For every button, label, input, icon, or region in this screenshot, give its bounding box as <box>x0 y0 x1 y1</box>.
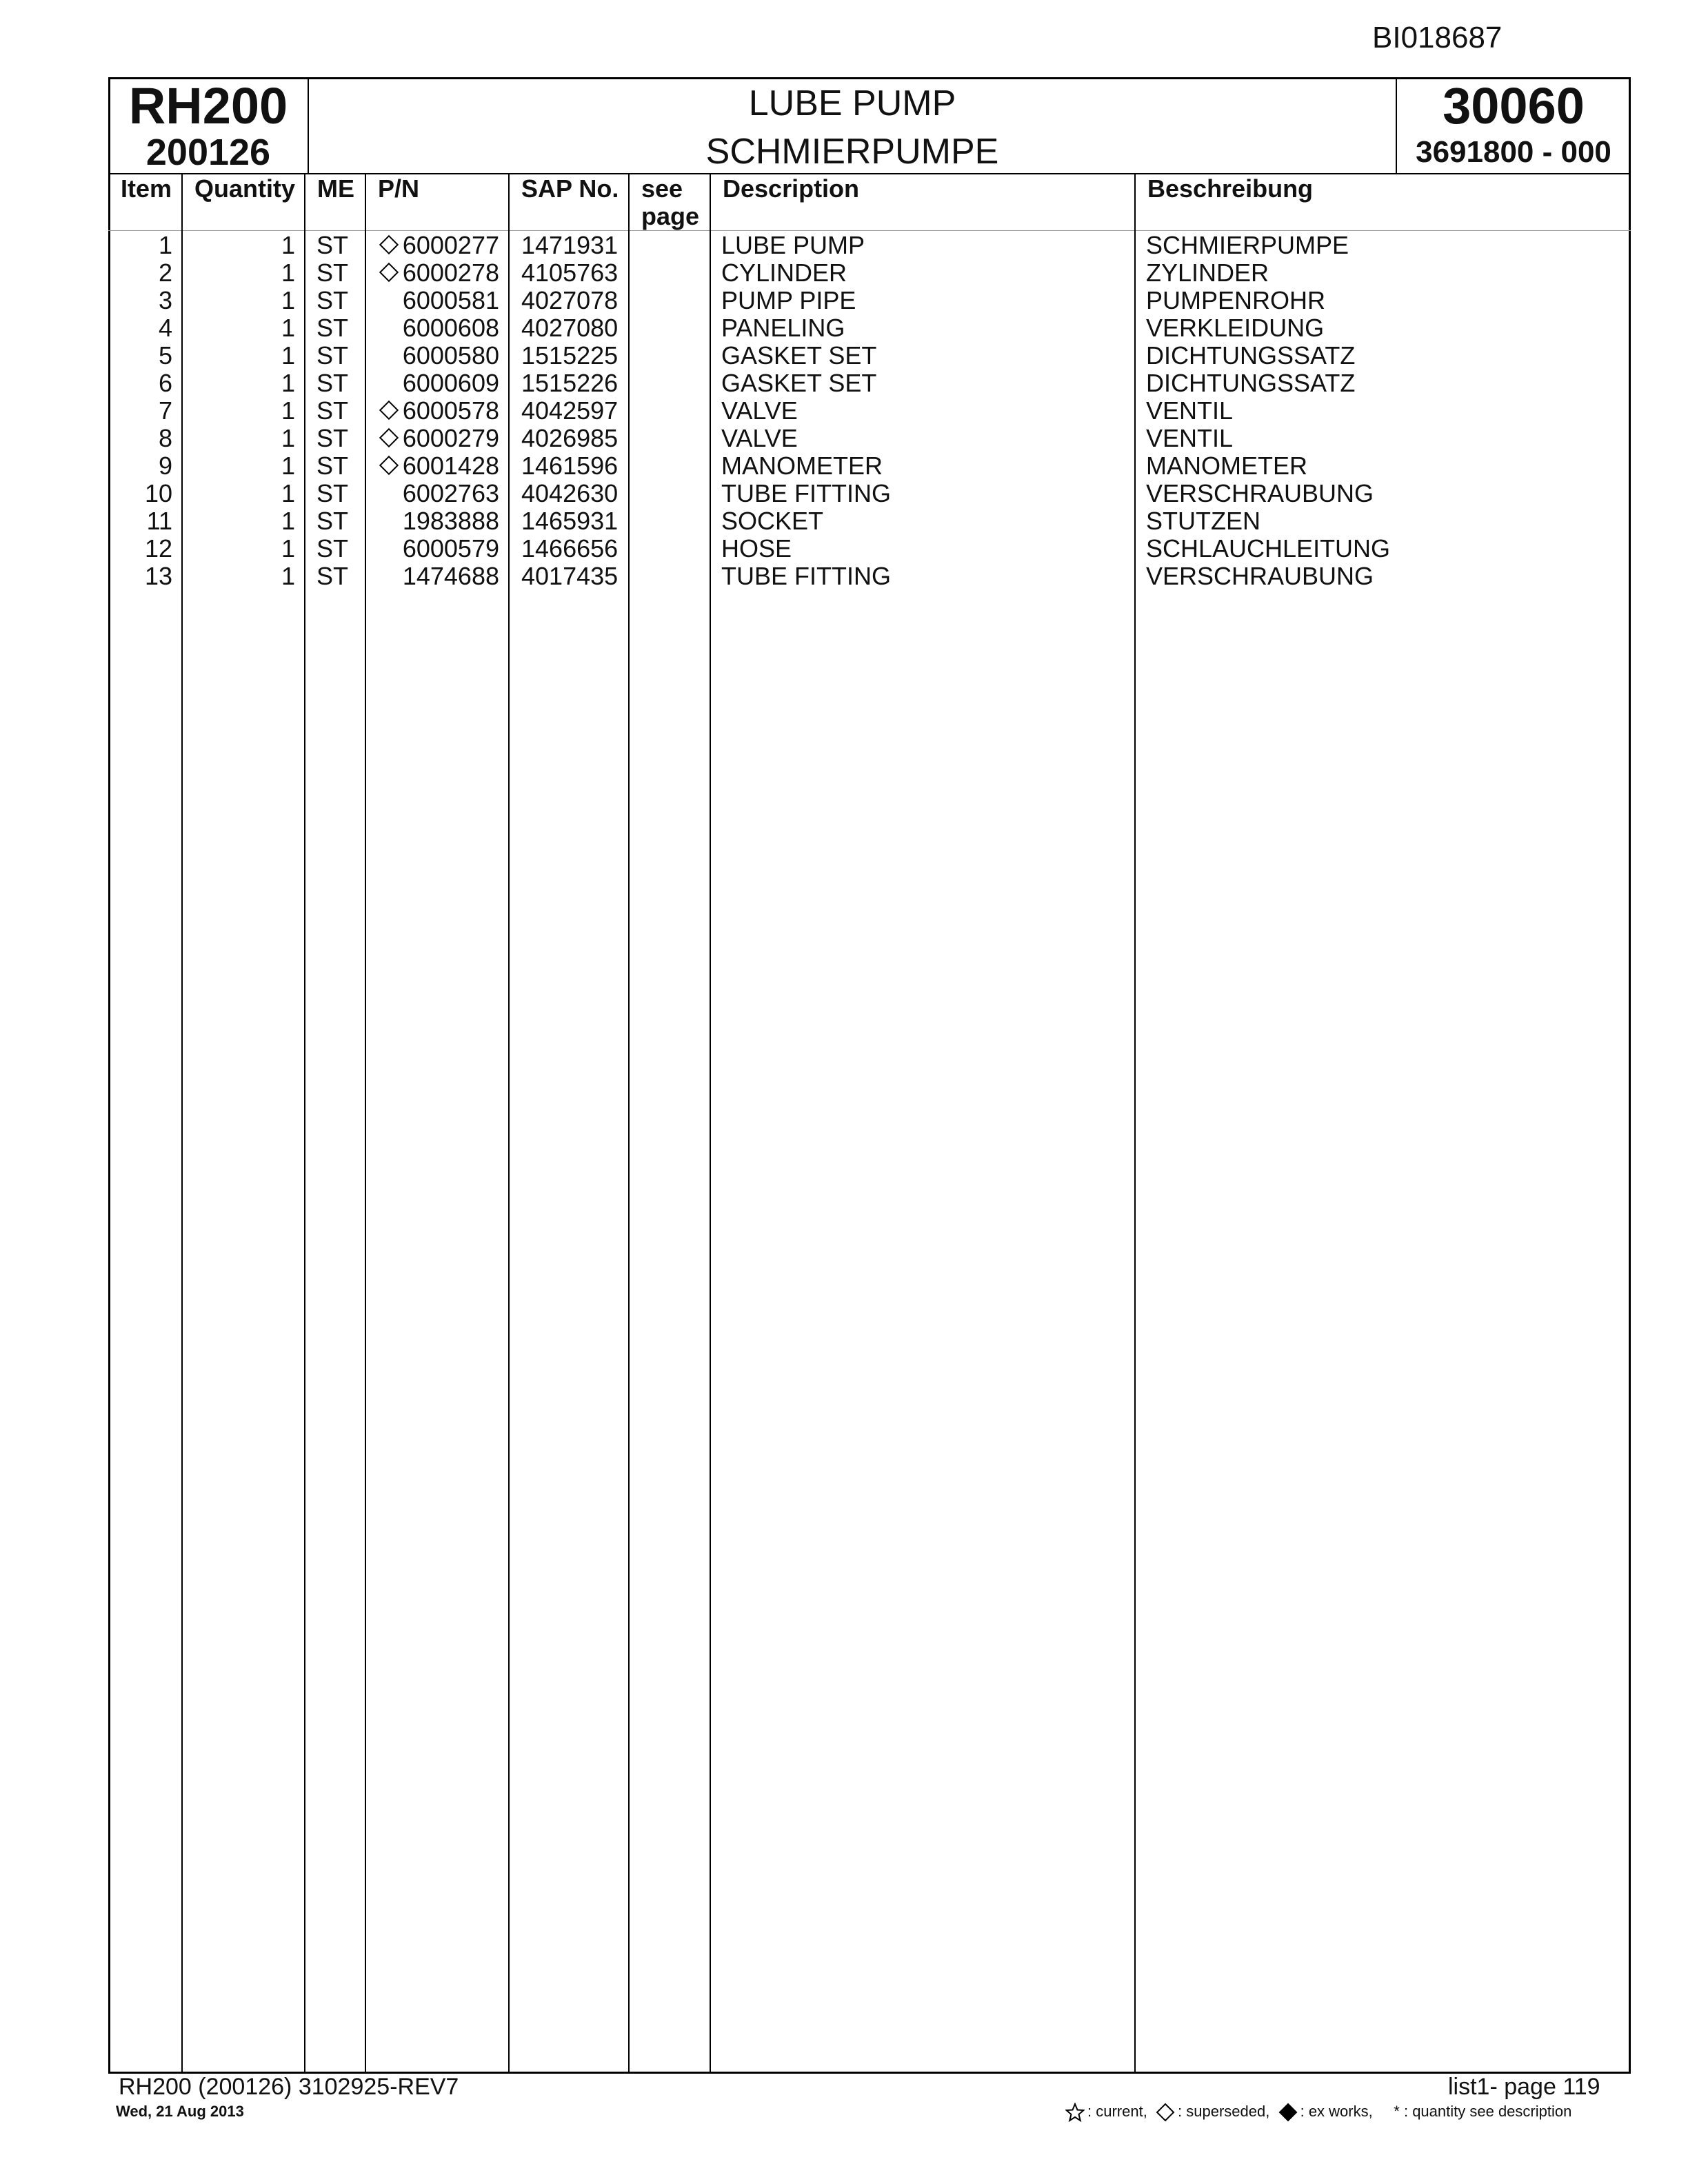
star-outline-icon <box>1065 2103 1085 2122</box>
cell-item <box>124 259 172 287</box>
cell-beschreibung <box>1146 535 1390 563</box>
table-row <box>0 287 1688 314</box>
cell-sap-number <box>521 259 618 287</box>
cell-beschreibung <box>1146 452 1307 480</box>
cell-beschreibung-text: VERSCHRAUBUNG <box>1146 562 1374 590</box>
cell-quantity <box>193 507 295 535</box>
cell-me <box>316 232 348 259</box>
cell-description-text: PANELING <box>721 314 845 342</box>
cell-quantity-text: 1 <box>281 396 295 425</box>
cell-description-text: LUBE PUMP <box>721 231 865 259</box>
cell-sap-number <box>521 397 618 425</box>
cell-item <box>124 232 172 259</box>
cell-quantity <box>193 425 295 452</box>
cell-part-number-text: 1983888 <box>402 507 499 535</box>
cell-item <box>124 342 172 370</box>
cell-sap-number <box>521 535 618 563</box>
cell-beschreibung-text: VENTIL <box>1146 396 1234 425</box>
cell-item-text: 6 <box>158 369 172 397</box>
cell-item <box>124 397 172 425</box>
cell-part-number <box>372 232 499 259</box>
table-row <box>0 232 1688 259</box>
cell-part-number <box>372 342 499 370</box>
cell-description-text: MANOMETER <box>721 452 883 480</box>
cell-me-text: ST <box>316 396 349 425</box>
cell-me <box>316 287 348 314</box>
cell-item-text: 9 <box>158 452 172 480</box>
cell-beschreibung-text: SCHMIERPUMPE <box>1146 231 1349 259</box>
cell-item-text: 10 <box>144 479 172 507</box>
col-header-sap: SAP No. <box>521 174 619 203</box>
cell-me-text: ST <box>316 424 349 452</box>
cell-me <box>316 563 348 590</box>
cell-beschreibung-text: VERKLEIDUNG <box>1146 314 1325 342</box>
cell-sap-number-text: 4042597 <box>521 396 619 425</box>
superseded-diamond-icon <box>379 428 399 447</box>
cell-me <box>316 342 348 370</box>
cell-part-number-text: 6000278 <box>402 259 499 287</box>
cell-quantity <box>193 397 295 425</box>
cell-item <box>124 425 172 452</box>
cell-quantity-text: 1 <box>281 452 295 480</box>
cell-quantity-text: 1 <box>281 314 295 342</box>
cell-part-number <box>372 425 499 452</box>
col-header-see-page <box>641 175 699 230</box>
cell-part-number <box>372 535 499 563</box>
cell-quantity <box>193 259 295 287</box>
col-header-beschreibung: Beschreibung <box>1147 174 1314 203</box>
table-row <box>0 342 1688 370</box>
cell-item-text: 4 <box>158 314 172 342</box>
cell-part-number-text: 6000581 <box>402 286 499 314</box>
title-german: SCHMIERPUMPE <box>705 132 999 172</box>
cell-me <box>316 314 348 342</box>
model-number: RH200 <box>128 77 288 134</box>
cell-quantity-text: 1 <box>281 479 295 507</box>
cell-description <box>721 287 856 314</box>
cell-quantity <box>193 287 295 314</box>
cell-sap-number <box>521 232 618 259</box>
table-row <box>0 535 1688 563</box>
serial-number: 200126 <box>145 132 271 173</box>
cell-me <box>316 452 348 480</box>
cell-quantity <box>193 232 295 259</box>
cell-item-text: 13 <box>144 562 172 590</box>
cell-description-text: GASKET SET <box>721 341 877 370</box>
cell-description <box>721 563 891 590</box>
cell-sap-number-text: 1466656 <box>521 534 619 563</box>
cell-item <box>124 287 172 314</box>
cell-quantity <box>193 452 295 480</box>
cell-beschreibung <box>1146 342 1355 370</box>
cell-item <box>124 370 172 397</box>
cell-item-text: 8 <box>158 424 172 452</box>
cell-part-number-text: 1474688 <box>402 562 499 590</box>
cell-part-number <box>372 507 499 535</box>
cell-part-number-text: 6000579 <box>402 534 499 563</box>
cell-me-text: ST <box>316 534 349 563</box>
table-row <box>0 507 1688 535</box>
cell-beschreibung <box>1146 287 1325 314</box>
legend-quantity: * : quantity see description <box>1394 2103 1572 2120</box>
cell-sap-number-text: 1465931 <box>521 507 619 535</box>
legend-ex-works: : ex works, <box>1300 2103 1373 2120</box>
cell-sap-number <box>521 452 618 480</box>
cell-sap-number <box>521 425 618 452</box>
cell-beschreibung <box>1146 480 1374 507</box>
cell-item-text: 3 <box>158 286 172 314</box>
cell-beschreibung-text: VERSCHRAUBUNG <box>1146 479 1374 507</box>
cell-me-text: ST <box>316 452 349 480</box>
cell-description <box>721 342 876 370</box>
document-id: BI018687 <box>1372 21 1503 54</box>
cell-part-number-text: 6000608 <box>402 314 499 342</box>
cell-sap-number-text: 4027078 <box>521 286 619 314</box>
superseded-diamond-icon <box>379 401 399 420</box>
cell-sap-number-text: 1515225 <box>521 341 619 370</box>
cell-quantity <box>193 342 295 370</box>
cell-sap-number-text: 4042630 <box>521 479 619 507</box>
col-header-me: ME <box>317 174 354 203</box>
cell-description-text: TUBE FITTING <box>721 562 891 590</box>
cell-part-number-text: 6000609 <box>402 369 499 397</box>
diamond-outline-icon <box>1156 2103 1175 2122</box>
cell-part-number-text: 6000580 <box>402 341 499 370</box>
cell-description <box>721 507 823 535</box>
cell-quantity-text: 1 <box>281 341 295 370</box>
cell-beschreibung-text: ZYLINDER <box>1146 259 1269 287</box>
cell-part-number-text: 6000277 <box>402 231 499 259</box>
cell-item-text: 7 <box>158 396 172 425</box>
cell-beschreibung-text: SCHLAUCHLEITUNG <box>1146 534 1391 563</box>
table-row <box>0 563 1688 590</box>
cell-me-text: ST <box>316 479 349 507</box>
col-header-page: page <box>641 202 700 230</box>
drawing-number: 3691800 - 000 <box>1416 135 1611 169</box>
cell-part-number-text: 6000279 <box>402 424 499 452</box>
group-number: 30060 <box>1443 77 1585 134</box>
col-header-description: Description <box>723 174 860 203</box>
cell-quantity-text: 1 <box>281 259 295 287</box>
cell-description-text: CYLINDER <box>721 259 847 287</box>
cell-me-text: ST <box>316 231 349 259</box>
cell-part-number <box>372 480 499 507</box>
cell-part-number <box>372 314 499 342</box>
table-row <box>0 425 1688 452</box>
cell-quantity <box>193 563 295 590</box>
cell-sap-number <box>521 370 618 397</box>
table-row <box>0 397 1688 425</box>
cell-quantity-text: 1 <box>281 369 295 397</box>
cell-quantity-text: 1 <box>281 424 295 452</box>
cell-sap-number-text: 1515226 <box>521 369 619 397</box>
superseded-diamond-icon <box>379 263 399 282</box>
cell-me-text: ST <box>316 314 349 342</box>
cell-item <box>124 314 172 342</box>
cell-description-text: GASKET SET <box>721 369 877 397</box>
diamond-filled-icon <box>1278 2103 1298 2122</box>
cell-beschreibung <box>1146 425 1233 452</box>
col-header-pn: P/N <box>378 174 420 203</box>
cell-sap-number-text: 4027080 <box>521 314 619 342</box>
table-row <box>0 370 1688 397</box>
table-row <box>0 480 1688 507</box>
cell-item <box>124 452 172 480</box>
cell-part-number <box>372 287 499 314</box>
col-header-quantity: Quantity <box>194 174 296 203</box>
cell-sap-number-text: 4105763 <box>521 259 619 287</box>
cell-sap-number-text: 1461596 <box>521 452 619 480</box>
cell-quantity-text: 1 <box>281 231 295 259</box>
cell-item <box>124 535 172 563</box>
cell-beschreibung <box>1146 232 1349 259</box>
cell-description <box>721 370 876 397</box>
cell-quantity-text: 1 <box>281 534 295 563</box>
cell-description-text: TUBE FITTING <box>721 479 891 507</box>
cell-part-number <box>372 563 499 590</box>
table-row <box>0 314 1688 342</box>
cell-me-text: ST <box>316 341 349 370</box>
cell-sap-number <box>521 507 618 535</box>
cell-me-text: ST <box>316 507 349 535</box>
cell-item-text: 12 <box>144 534 172 563</box>
footer-page-number: list1- page 119 <box>1448 2074 1600 2100</box>
symbol-legend <box>1065 2103 1571 2122</box>
cell-item <box>124 480 172 507</box>
legend-current: : current, <box>1087 2103 1147 2120</box>
cell-beschreibung <box>1146 314 1324 342</box>
footer-date: Wed, 21 Aug 2013 <box>116 2103 244 2120</box>
cell-beschreibung-text: DICHTUNGSSATZ <box>1146 369 1356 397</box>
cell-part-number <box>372 397 499 425</box>
cell-quantity <box>193 370 295 397</box>
cell-description <box>721 452 883 480</box>
cell-sap-number <box>521 563 618 590</box>
cell-sap-number <box>521 287 618 314</box>
cell-description-text: PUMP PIPE <box>721 286 856 314</box>
cell-sap-number <box>521 314 618 342</box>
cell-description <box>721 232 865 259</box>
legend-superseded: : superseded, <box>1178 2103 1270 2120</box>
cell-description <box>721 425 798 452</box>
cell-sap-number <box>521 480 618 507</box>
table-row <box>0 259 1688 287</box>
cell-beschreibung-text: STUTZEN <box>1146 507 1260 535</box>
cell-item <box>124 563 172 590</box>
cell-beschreibung-text: PUMPENROHR <box>1146 286 1326 314</box>
cell-sap-number <box>521 342 618 370</box>
cell-me <box>316 507 348 535</box>
cell-part-number <box>372 259 499 287</box>
cell-description <box>721 535 792 563</box>
cell-item-text: 2 <box>158 259 172 287</box>
cell-part-number <box>372 370 499 397</box>
cell-part-number-text: 6001428 <box>402 452 499 480</box>
cell-description <box>721 314 845 342</box>
cell-description <box>721 480 891 507</box>
cell-me-text: ST <box>316 286 349 314</box>
cell-quantity <box>193 480 295 507</box>
cell-beschreibung <box>1146 259 1269 287</box>
cell-description-text: VALVE <box>721 396 798 425</box>
cell-beschreibung-text: VENTIL <box>1146 424 1234 452</box>
cell-me <box>316 370 348 397</box>
cell-description-text: SOCKET <box>721 507 824 535</box>
cell-quantity-text: 1 <box>281 286 295 314</box>
cell-sap-number-text: 4017435 <box>521 562 619 590</box>
col-header-item: Item <box>121 174 172 203</box>
cell-description-text: VALVE <box>721 424 798 452</box>
cell-beschreibung-text: MANOMETER <box>1146 452 1307 480</box>
cell-quantity-text: 1 <box>281 562 295 590</box>
title-english: LUBE PUMP <box>748 83 956 123</box>
cell-part-number-text: 6000578 <box>402 396 499 425</box>
cell-item <box>124 507 172 535</box>
cell-description <box>721 259 847 287</box>
cell-me <box>316 535 348 563</box>
cell-quantity <box>193 535 295 563</box>
superseded-diamond-icon <box>379 456 399 475</box>
cell-me <box>316 425 348 452</box>
cell-beschreibung <box>1146 507 1260 535</box>
col-header-see: see <box>641 174 683 203</box>
footer-document-ref: RH200 (200126) 3102925-REV7 <box>119 2074 459 2100</box>
cell-me-text: ST <box>316 259 349 287</box>
cell-sap-number-text: 4026985 <box>521 424 619 452</box>
cell-sap-number-text: 1471931 <box>521 231 619 259</box>
cell-item-text: 5 <box>158 341 172 370</box>
cell-beschreibung <box>1146 397 1233 425</box>
cell-part-number <box>372 452 499 480</box>
cell-description <box>721 397 798 425</box>
table-row <box>0 452 1688 480</box>
cell-quantity-text: 1 <box>281 507 295 535</box>
cell-me <box>316 259 348 287</box>
cell-item-text: 11 <box>146 507 172 535</box>
cell-beschreibung <box>1146 370 1355 397</box>
cell-beschreibung-text: DICHTUNGSSATZ <box>1146 341 1356 370</box>
cell-item-text: 1 <box>158 231 172 259</box>
cell-me-text: ST <box>316 369 349 397</box>
cell-description-text: HOSE <box>721 534 792 563</box>
cell-me <box>316 397 348 425</box>
cell-me <box>316 480 348 507</box>
superseded-diamond-icon <box>379 235 399 254</box>
cell-part-number-text: 6002763 <box>402 479 499 507</box>
cell-beschreibung <box>1146 563 1374 590</box>
cell-quantity <box>193 314 295 342</box>
cell-me-text: ST <box>316 562 349 590</box>
